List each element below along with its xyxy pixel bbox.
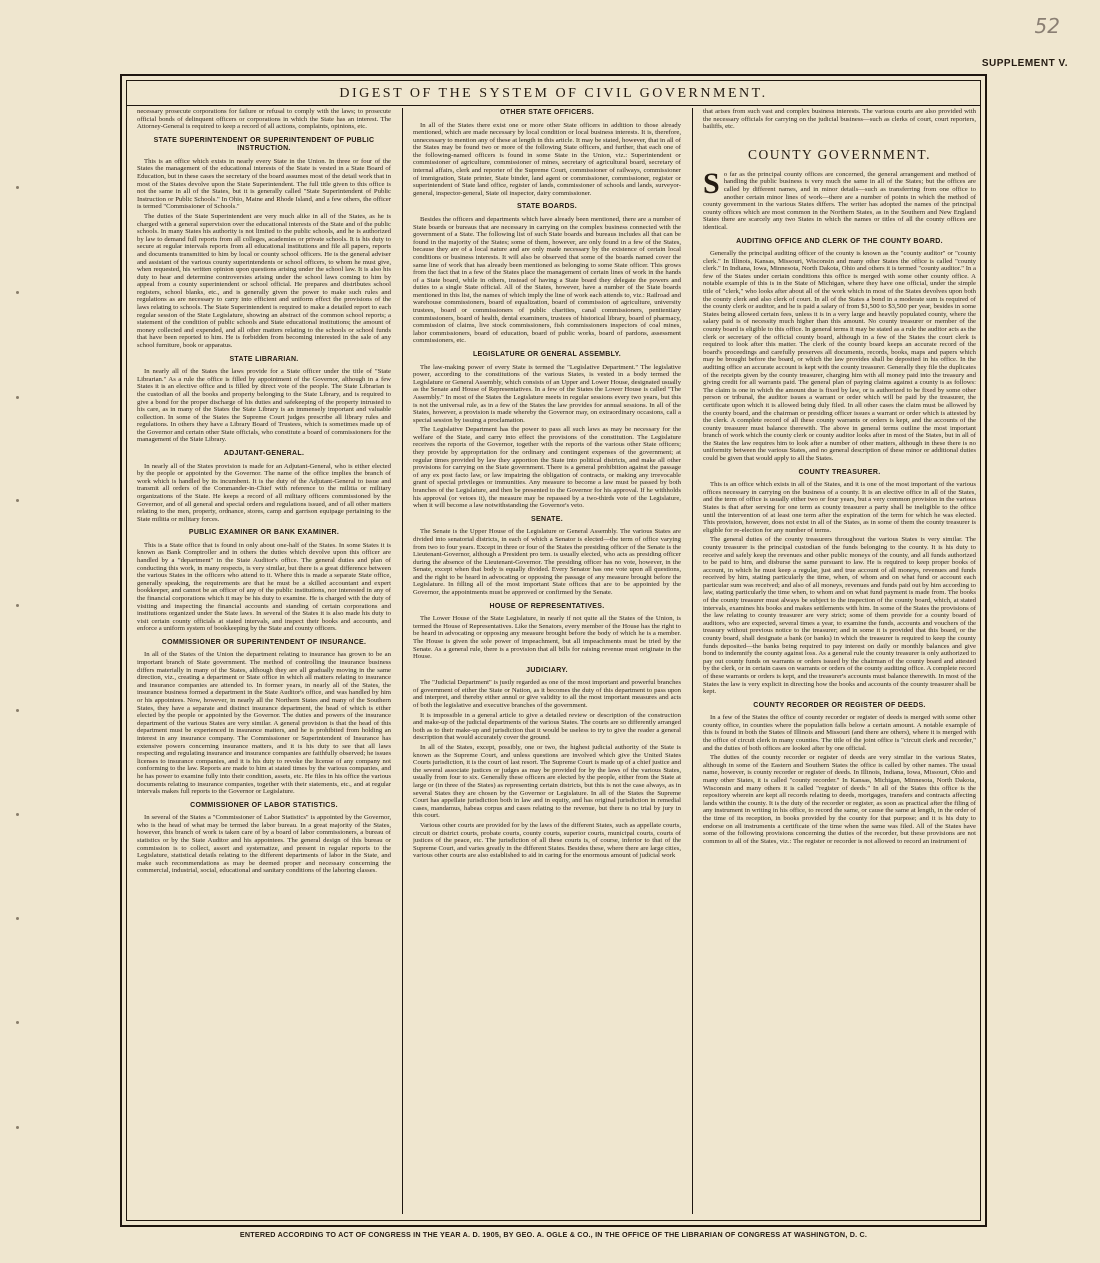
drop-cap: S [703, 166, 720, 200]
paragraph: The Senate is the Upper House of the Legislature or General Assembly. The various States are divided into senatorial districts, in each of which a Senator is elected—the term of office varying from two to four years. Except in three or four of the States the presiding officer of the Senate is the Lieutenant-Governor, although a President pro tem. is usually elected, who acts as presiding officer during the absence of the Lieutenant-Governor. The presiding officer has no vote, however, in the Senate, except when that body is equally divided. Every Senator has one vote upon all questions, and the right to be heard in advocating or opposing the passage of any measure brought before the Legislature. In filling all of the most important State offices that are to be appointed by the Governor, the appointments must be approved or confirmed by the Senate. [413, 528, 681, 597]
paragraph: This is an office which exists in all of the States, and it is one of the most important of the various offices necessary in carrying on the business of a county. It is an elective office in all of the States, and the term of office is usually either two or four years, but a very common provision in the various States is that after serving for one term as county treasurer a party shall be ineligible to the office until the intervention of at least one term after the expiration of the term for which he was elected. This provision, however, does not exist in all of the States, as in some of them the county treasurer is eligible for re-election for any number of terms. [703, 481, 976, 534]
copyright-footer: ENTERED ACCORDING TO ACT OF CONGRESS IN THE YEAR A. D. 1905, BY GEO. A. OGLE & CO., IN THE OFFICE OF THE LIBRARIAN OF CONGRESS AT WASHINGTON, D. C. [239, 1230, 868, 1239]
binding-hole [16, 186, 19, 189]
paragraph: The duties of the county recorder or register of deeds are very similar in the various States, although in some of the Eastern and Southern States the office is called by other names. The usual name, however, is county recorder or register of deeds. In Illinois, Indiana, Iowa, Missouri, Ohio and many other States, it is called "county recorder." In Kansas, Michigan, Minnesota, North Dakota, Wisconsin and many others it is called "register of deeds." In all of the States this office is the repository wherein are kept all records relating to deeds, mortgages, transfers and contracts affecting lands within the county. It is the duty of the recorder or register, as soon as practical after the filing of any instrument in writing in his office, to record the same, or cause the same at length, in the order of the time of its reception, in books provided by the county for that purpose; and it is his duty to endorse on all instruments a certificate of the time when the same was filed. All of the States have some of the following provisions concerning the duties of the recorder, but these provisions are not common to all of the States, viz.: The register or recorder is not allowed to record an instrument of [703, 754, 976, 845]
supplement-label: SUPPLEMENT V. [981, 58, 1068, 69]
binding-hole [16, 709, 19, 712]
paragraph: In all of the States, except, possibly, one or two, the highest judicial authority of the State is known as the Supreme Court, and unless questions are involved which give the United States Courts jurisdiction, it is the court of last resort. The Supreme Court is made up of a chief justice and the several associate justices or judges as may be provided for by the laws of the various States, usually from four to six. Generally these officers are elected by the people, either from the State at large or (in three of the States) as representing certain districts, but this is not the case always, as in several States they are chosen by the Governor or Legislature. In all of the States the Supreme Court has appellate jurisdiction both in law and in equity, and has original jurisdiction in remedial cases, mandamus, habeas corpus and cases relating to the revenue, but there is no trial by jury in this court. [413, 743, 681, 820]
paragraph: In several of the States a "Commissioner of Labor Statistics" is appointed by the Governor, who is the head of what may be termed the labor bureau. In a great majority of the States, however, this branch of work is taken care of by a board of labor commissioners, a bureau of statistics or by the State Auditor and his appointees. The general design of this bureau or commission is to collect, assort and systematize, and present in regular reports to the Legislature, statistical details relating to the different departments of labor in the State, and make such recommendations as may be deemed proper and necessary concerning the commercial, industrial, social, educational and sanitary conditions of the laboring classes. [137, 814, 391, 875]
document-title: DIGEST OF THE SYSTEM OF CIVIL GOVERNMENT. [339, 86, 768, 101]
paragraph: Various other courts are provided for by the laws of the different States, such as appellate courts, circuit or district courts, probate courts, county courts, superior courts, municipal courts, courts of justices of the peace, etc. The jurisdiction of all these courts is, of course, inferior to that of the Supreme Court, and varies greatly in the different States. Besides these, where there are large cities, various other courts are also established to aid in caring for the enormous amount of judicial work [413, 821, 681, 860]
paragraph [703, 166, 976, 232]
section-heading-other-officers: OTHER STATE OFFICERS. [500, 109, 594, 116]
section-heading-librarian: STATE LIBRARIAN. [229, 355, 299, 363]
binding-hole [16, 604, 19, 607]
paragraph: necessary prosecute corporations for failure or refusal to comply with the laws; to prosecute official bonds of delinquent officers or corporations in which the State has an interest. The Attorney-General is required to keep a record of all actions, complaints, opinions, etc. [137, 108, 391, 131]
paragraph: In nearly all of the States the laws provide for a State officer under the title of "State Librarian." As a rule the office is filled by appointment of the Governor, although in a few States it is an elective office and is filled by direct vote of the people. The State Librarian is the custodian of all the books and property belonging to the State Library, and is required to give a bond for the proper discharge of his duties and safekeeping of the property intrusted to his care, as in many of the States the State Library is an immensely important and valuable collection. In some of the States the Supreme Court judges prescribe all library rules and regulations. In others they have a Library Board of Trustees, which is sometimes made up of the Governor and certain other State officials, who constitute a board of commissioners for the management of the State Library. [137, 368, 391, 444]
paragraph: This is an office which exists in nearly every State in the Union. In three or four of the States the management of the educational interests of the State is vested in a State Board of Education, but in these cases the secretary of the board assumes most of the detail work that in most of the States devolve upon the State Superintendent. The full title given to this office is not the same in all of the States, but it is generally called "State Superintendent of Public Instruction or Public Schools." In Ohio, Maine and Rhode Island, and a few others, the officer is termed "Commissioner of Schools." [137, 157, 391, 211]
binding-hole [16, 499, 19, 502]
column-right [703, 108, 976, 1217]
paragraph: The Lower House of the State Legislature, in nearly if not quite all the States of the Union, is termed the House of Representatives. Like the Senators, every member of the House has the right to be heard in advocating or opposing any measure brought before the body of which he is a member. The House is given the sole power of impeachment, but all impeachments must be tried by the Senate. As a general rule, there is a provision that all bills for raising revenue must originate in the House. [413, 615, 681, 661]
paragraph: In a few of the States the office of county recorder or register of deeds is merged with some other county office, in counties where the population falls below a certain amount. A notable example of this is found in both the States of Illinois and Missouri (and there are others), where it is merged with the office of circuit clerk in many counties. The title of the joint office is "circuit clerk and recorder," and the duties of both offices are looked after by one official. [703, 714, 976, 752]
section-heading-auditing: AUDITING OFFICE AND CLERK OF THE COUNTY BOARD. [736, 237, 943, 245]
section-heading-house: HOUSE OF REPRESENTATIVES. [489, 602, 605, 610]
paragraph: The general duties of the county treasurers throughout the various States is very similar. The county treasurer is the principal custodian of the funds belonging to the county. It is his duty to receive and safely keep the revenues and other public moneys of the county, and all funds authorized to be paid to him, and disburse the same pursuant to law. He is required to keep proper books of account, in which he must keep a regular, just and true account of all moneys, revenues and funds received by him, stating particularly the time, when, of whom and on what fund or account each particular sum was received; and also of all moneys, revenues and funds paid out by him according to law, stating particularly the time when, to whom and on what fund payment is made from. The books of the county treasurer must always be subject to the inspection of the county board, which, at stated intervals, examines his books and makes settlements with him. In some of the States the provisions of the law relating to county treasurer are very strict; some of them provide for a county board of auditors, who are expected, several times a year, to examine the funds, accounts and vouchers of the treasury without previous notice to the treasurer; and in some it is provided that this board, or the county board, shall designate a bank (or banks) in which the treasurer is required to keep the county funds deposited—the banks being required to pay interest on daily or monthly balances and give bond to indemnify the county against loss. As a general rule the county treasurer is only authorized to pay out county funds on warrants or orders issued by the chairman of the county board and attested by the clerk, or in certain cases on warrants or orders of the county auditing office. A complete record of these warrants or orders is kept, and the treasurer's accounts must balance therewith. In most of the States the law is very explicit in directing how the books and accounts of the county treasurer shall be kept. [703, 536, 976, 696]
paragraph: It is impossible in a general article to give a detailed review or description of the construction and make-up of the judicial departments of the various States. The courts are so differently arranged both as to their make-up and jurisdiction that it would be useless to try to give the reader a general description that would accurately cover the ground. [413, 711, 681, 742]
column-left [137, 108, 391, 1217]
paragraph: The law-making power of every State is termed the "Legislative Department." The legislative power, according to the constitutions of the various States, is vested in a body termed the Legislature or General Assembly, which consists of an Upper and Lower House, designated usually as the Senate and House of Representatives. In a few of the States the Lower House is called "The Assembly." In most of the States the Legislature meets in regular sessions every two years, but this is not the universal rule, as in a few of the States the law provides for annual sessions. In all of the States, however, a provision is made whereby the Governor may, on extraordinary occasions, call a special session by issuing a proclamation. [413, 363, 681, 424]
section-heading-labor: COMMISSIONER OF LABOR STATISTICS. [190, 801, 338, 809]
binding-hole [16, 917, 19, 920]
column-divider-1 [402, 108, 403, 1214]
title-divider [127, 105, 980, 106]
county-government-title: COUNTY GOVERNMENT. [748, 146, 931, 162]
paragraph: The "Judicial Department" is justly regarded as one of the most important and powerful branches of government of either the State or Nation, as it becomes the duty of this department to pass upon and interpret, and thereby either annul or give validity to all the most important measures and acts of both the legislative and executive branches of the government. [413, 679, 681, 709]
paragraph: Besides the officers and departments which have already been mentioned, there are a number of State boards or bureaus that are necessary in carrying on the complex business connected with the government of a State. The following list of such State boards and bureaus includes all that can be found in the majority of the States; some of them, however, are only found in a few of the States, because they are of a local nature and are only made necessary by the existence of certain local conditions or business interests. It will also be observed that some of the boards named cover the same line of work that has already been mentioned as belonging to some State officer. This grows from the fact that in a few of the States place the management of certain lines of work in the hands of a State board, while in others, instead of having a State board they delegate the powers and duties to a single State official. All of the States, however, have a number of the State boards mentioned in this list, the names of which imply the line of work each attends to, viz.: Railroad and warehouse commissioners, board of equalization, board of commission of agriculture, university trustees, board or commissioners of public charities, canal commissioners, penitentiary commissioners, board of health, dental examiners, trustees of historical library, board of pharmacy, commission of claims, live stock commissioners, fish commissioners inspectors of coal mines, labor commissioners, board of education, board of public works, board of pardons, assessment commissioners, etc. [413, 215, 681, 345]
section-heading-senate: SENATE. [531, 515, 563, 523]
section-heading-state-boards: STATE BOARDS. [516, 203, 578, 211]
section-heading-superintendent: STATE SUPERINTENDENT OR SUPERINTENDENT OF PUBLIC INSTRUCTION. [153, 136, 375, 153]
section-heading-insurance: COMMISSIONER OR SUPERINTENDENT OF INSURANCE. [161, 638, 367, 646]
paragraph: This is a State office that is found in only about one-half of the States. In some States it is known as Bank Comptroller and in others the duties which devolve upon this officer are handled by a "department" in the State Auditor's office. The general duties and plan of conducting this work, in many respects, is very similar, but there is a great difference between the various States in the officers who attend to it. Where this is made a separate State office, generally speaking, the requirements are that he must be a skilled accountant and expert bookkeeper, and cannot be an officer of any of the public institutions, nor interested in any of the financial corporations which it may be his duty to examine. He is charged with the duty of visiting and inspecting the financial accounts and standing of certain corporations and institutions organized under the State laws. In several of the States it is also made his duty to visit certain county officials at stated intervals, and inspect their books and accounts, and enforce a uniform system of bookkeeping by the State and county officers. [137, 541, 391, 633]
section-heading-judiciary: JUDICIARY. [526, 666, 568, 674]
binding-hole [16, 291, 19, 294]
paragraph: that arises from such vast and complex business interests. The various courts are also provided with the necessary officials for carrying on the judicial business—such as clerks of court, court reporters, bailiffs, etc. [703, 108, 976, 131]
paragraph: In all of the States there exist one or more other State officers in addition to those already mentioned, which are made necessary by local condition or local business interests. It is, therefore, unnecessary to mention any of these at length in this article. It may be stated, however, that in all of the States may be found two or more of the following State officers, and further, that each one of the following-named officers is found in some State in the Union, viz.: Superintendent or commissioner of agriculture, commissioner of mines, secretary of agricultural board, secretary of internal affairs, clerk and reporter of the Supreme Court, commissioner of railways, commissioner of immigration, State printer, State binder, land agent or commissioner, commissioner, register or superintendent of State land office, register of lands, commissioner of schools and lands, surveyor-general, inspector-general, State oil inspector, dairy commissioner. [413, 121, 681, 197]
paragraph: The Legislative Department has the power to pass all such laws as may be necessary for the welfare of the State, and carry into effect the provisions of the constitution. The Legislature receives the reports of the Governor, together with the reports of the various other State officers; they provide by appropriation for the ordinary and contingent expenses of the government; at regular times provided by law they apportion the State into political districts, and make all other provisions for carrying on the State government. There is a general prohibition against the passage of any ex post facto law, or law impairing the obligation of contracts, or making any irrevocable grant of special privileges or immunities. Any measure to become a law must be passed by both branches of the Legislature, and then be presented to the Governor for his approval. If he withholds his approval (or vetoes it), the measure may be repassed by a two-thirds vote of the Legislature, when it will become a law notwithstanding the Governor's veto. [413, 426, 681, 510]
binding-hole [16, 396, 19, 399]
column-middle [413, 108, 681, 1217]
paragraph: Generally the principal auditing officer of the county is known as the "county auditor" or "county clerk." In Illinois, Kansas, Missouri, Wisconsin and many other States the office is called "county clerk." In Indiana, Iowa, Minnesota, North Dakota, Ohio and others it is termed "county auditor." In a few of the States under certain conditions this office is merged with some other county office. A notable example of this is in the State of Michigan, where they have one official, under the simple title of "clerk," who looks after about all of the work which in most of the States devolves upon both the county clerk and also clerk of court. In all of the States a bond in a moderate sum is required of the county clerk or auditor, and he is paid a salary of from $1,500 to $3,500 per year, besides in some States being allowed certain fees, unless it is in a very large and heavily populated county, where the salary paid is of necessity much higher than this amount. No county treasurer or member of the county board is eligible to this office. In general terms it may be stated as a rule the auditor acts as the clerk or secretary of the official county board, although in a few of the States the court clerk is required to look after this matter. The clerk of the county board keeps an accurate record of the board's proceedings and carefully preserves all documents, records, books, maps and papers which may be brought before the board, or which the law provides shall be deposited in his office. In the auditing office an accurate account is kept with the county treasurer. Generally they file the duplicates of the receipts given by the county treasurer, charging him with all money paid into the treasury and giving credit for all warrants paid. The general plan of paying claims against a county is as follows: The claim is one in which the amount due is fixed by law, or is authorized to be fixed by some other person or tribunal, the auditor issues a warrant or order which will be paid by the treasurer, the certificate upon which it is allowed being duly filed. In all other cases the claim must be allowed by the county board, and the chairman or presiding officer issues a warrant or order which is attested by the clerk. A complete record of all these county warrants or orders is kept, and the accounts of the county treasurer must balance therewith. The above in general terms outline the most important branch of work which the county clerk or county auditor looks after in most of the States, but in all of the States the law requires him to look after a number of other matters, although in these there is no uniformity between the various States, and no general description of these minor or additional duties could be given that would apply to all the States. [703, 250, 976, 463]
section-heading-recorder: COUNTY RECORDER OR REGISTER OF DEEDS. [753, 701, 926, 709]
column-divider-2 [692, 108, 693, 1214]
binding-hole [16, 813, 19, 816]
paragraph: In nearly all of the States provision is made for an Adjutant-General, who is either elected by the people or appointed by the Governor. The name of the office implies the branch of work which is handled by its incumbent. It is the duty of the Adjutant-General to issue and transmit all orders of the Commander-in-Chief with reference to the militia or military organizations of the State. He keeps a record of all military officers commissioned by the Governor, and of all general and special orders and regulations issued, and of all other matters relating to the men, property, ordnance, stores, camp and garrison equipage pertaining to the State militia or military forces. [137, 462, 391, 523]
paragraph: The duties of the State Superintendent are very much alike in all of the States, as he is charged with a general supervision over the educational interests of the State and of the public schools. In many States his authority is not limited to the public schools, and he is authorized by law to demand full reports from all colleges, academies or private schools. It is his duty to secure at regular intervals reports from all educational institutions and file all papers, reports and documents transmitted to him by local or county school officers. He is the general adviser and assistant of the various county superintendents or school officers, to whom he must give, when requested, his written opinion upon questions arising under the school law. It is also his duty to hear and determine controversies arising under the school laws coming to him by appeal from a county superintendent or school official. He prepares and distributes school registers, school blanks, etc., and is generally given the power to make such rules and regulations as are necessary to carry into efficient and uniform effect the provisions of the laws relating to schools. The State Superintendent is required to make a detailed report to each regular session of the State Legislature, showing an abstract of the common school reports; a statement of the condition of public schools and State educational institutions; the amount of money collected and expended, and all other matters relating to the schools or school funds that have been reported to him. He is forbidden from becoming interested in the sale of any school furniture, book or apparatus. [137, 212, 391, 350]
binding-hole [16, 1126, 19, 1129]
paragraph: In all of the States of the Union the department relating to insurance has grown to be an important branch of State government. The method of controlling the insurance business differs materially in many of the States, although they are all gradually moving in the same direction, viz., creating a department or State office in which all matters relating to insurance and insurance companies are attended to. In former years, in nearly all of the States, the insurance business formed a department in the State Auditor's office, and was handled by him or his appointees. Now, however, in nearly all the Northern States and many of the Southern States, they have a separate and distinct insurance department, the head of which is either elected by the people or appointed by the Governor. The duties and powers of the insurance department of the various States are very similar. A general provision is that the head of this department must be experienced in insurance matters, and he is prohibited from holding an interest in any insurance company. The Commissioner or Superintendent of Insurance has extensive powers concerning insurance matters, and it is his duty to see that all laws respecting and regulating insurance and insurance companies are faithfully observed; he issues licenses to insurance companies, and it is his duty to revoke the license of any company not conforming to the law. Reports are made to him at stated times by the various companies, and he has power to examine fully into their condition, assets, etc. He files in his office the various documents relating to insurance companies, together with their statements, etc., and at regular intervals makes full reports to the Governor or Legislature. [137, 651, 391, 796]
page-number: 52 [1034, 14, 1060, 38]
binding-hole [16, 1021, 19, 1024]
paragraph-text: o far as the principal county offices are concerned, the general arrangement and method of handling the public business is very much the same in all of the States; but the offices are called by different names, and in minor details—such as transferring from one office to another certain minor lines of work—there are a number of points in which the method of county government in the various States differs. The writer has adopted the names of the principal county offices which are most common in the Northern States, as in the Southern and New England States there are scarcely any two States in which the names or titles of all the county offices are identical. [703, 170, 976, 231]
section-heading-adjutant: ADJUTANT-GENERAL. [223, 450, 305, 458]
section-heading-legislature: LEGISLATURE OR GENERAL ASSEMBLY. [472, 351, 622, 359]
frame-inner [126, 80, 981, 1221]
section-heading-treasurer: COUNTY TREASURER. [798, 468, 881, 476]
document-frame [120, 74, 987, 1227]
section-heading-examiner: PUBLIC EXAMINER OR BANK EXAMINER. [188, 529, 340, 537]
